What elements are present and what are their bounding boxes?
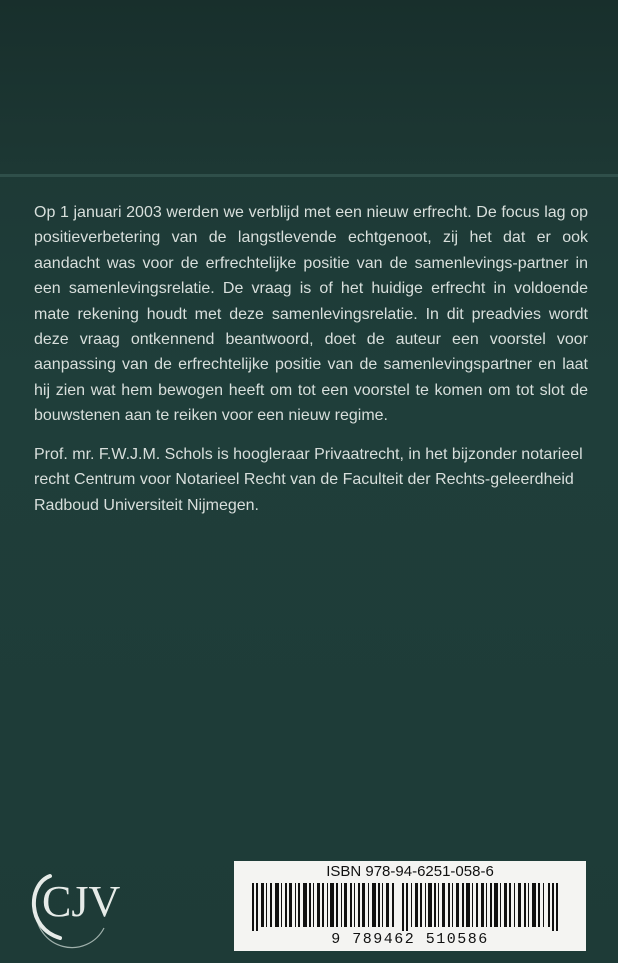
divider-line: [0, 174, 618, 177]
logo-letters: CJV: [42, 877, 121, 926]
top-band: [0, 0, 618, 174]
isbn-label: ISBN 978-94-6251-058-6: [326, 863, 494, 880]
blurb-text: Op 1 januari 2003 werden we verblijd met een nieuw erfrecht. De focus lag op positieverbetering van de langstlevende echtgenoot, zij het dat er ook aandacht was voor de erfrechtelijke positie van de samenlevings-partner in een samenlevingsrelatie. De vraag is of het huidige erfrecht in voldoende mate rekening houdt met deze samenlevingsrelatie. In dit preadvies wordt deze vraag ontkennend beantwoord, doet de auteur een voorstel voor aanpassing van de erfrechtelijke positie van de samenlevingspartner en laat hij zien wat hem bewogen heeft om tot een voorstel te komen om tot slot de bouwstenen aan te reiken voor een nieuw regime.: [34, 204, 588, 425]
publisher-logo: [20, 858, 128, 958]
author-bio: Prof. mr. F.W.J.M. Schols is hoogleraar Privaatrecht, in het bijzonder notarieel recht Centrum voor Notarieel Recht van de Faculteit der Rechts-geleerdheid Radboud Universiteit Nijmegen.: [34, 446, 583, 514]
barcode: [234, 861, 586, 951]
barcode-digits: 9 789462 510586: [331, 931, 489, 948]
barcode-bars: [252, 883, 568, 931]
